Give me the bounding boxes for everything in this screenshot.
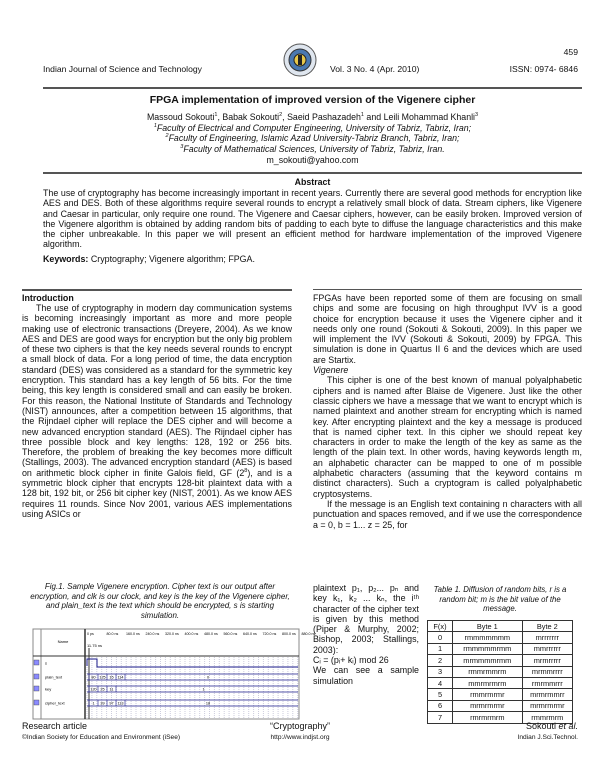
signal-name: key [45, 686, 52, 692]
time-tick-label: 880.0 ns [301, 632, 316, 636]
table-row [428, 677, 573, 688]
footer-authors [526, 721, 578, 731]
affiliation: Faculty of Mathematical Sciences, University of Tabriz, Tabriz, Iran. [183, 143, 445, 154]
abstract-heading: Abstract [294, 177, 331, 187]
author-sup: 1 [360, 112, 364, 119]
table-cell: rmmrmmrm [453, 666, 523, 677]
header-rule [43, 87, 582, 89]
bus-value: 15 [109, 675, 114, 680]
name-header: Name [57, 639, 69, 644]
bus-value: 80 [91, 675, 96, 680]
paper-title: FPGA implementation of improved version of the Vigenere cipher [149, 94, 476, 106]
author-sup: 1 [214, 112, 218, 119]
intro-text-part: ), and is a symmetric block cipher that encrypts 128-bit plaintext data with a 128 bit, 192 bit, or 256 bit cipher key (NIST, 2001). As we know AES requires 11 rounds. Since Nov 2001, various AES implementations using ASICs or [22, 467, 292, 519]
bus-value: 25 [100, 687, 105, 692]
keywords-text: Cryptography; Vigenere algorithm; FPGA. [90, 254, 255, 264]
table-cell: rmrmrmrm [453, 712, 523, 723]
footer-url[interactable]: http://www.indjst.org [270, 734, 330, 741]
right-column-rule [313, 289, 582, 290]
cursor-time: 11.75 ns [87, 643, 103, 648]
table-cell: 6 [428, 700, 453, 711]
journal-logo [283, 43, 317, 77]
table-cell: mrmrmrmr [453, 700, 523, 711]
table-caption: Table 1. Diffusion of random bits, r is a random bit; m is the bit value of the message. [433, 585, 567, 614]
table-header: F(x) [428, 621, 453, 632]
table-row [428, 666, 573, 677]
bus-value: 1 [202, 687, 205, 692]
authors: Massoud Sokouti$^1$, Babak Sokouti$^2$, Saeid Pashazadeh$^1$ and Leili Mohammad Khanli$^3$ [146, 112, 479, 122]
abstract-text: The use of cryptography has become increasingly important in recent years. Currently there are several good methods for encryption like AES and DES. Both of these algorithms require several rounds to encrypt a relatively small block of data. Stream ciphers, like Vigenere and Caesar in particular, only require one round. The Vigenere and Caesar ciphers, however, can be easily broken. Improved version of the Vigenere algorithm is obtained by adding random bits of padding to each byte to diffuse the language characteristics and this make the cipher unbreakable. In this paper we will present an efficient method for hardware implementation of the improved Vigenere algorithm. [43, 188, 582, 250]
table-cell: 1 [428, 643, 453, 654]
bus-value: 114 [117, 675, 124, 680]
time-tick-label: 320.0 ns [165, 632, 179, 636]
author-sup: 2 [279, 112, 283, 119]
pin-icon [34, 674, 39, 679]
pin-icon [34, 700, 39, 705]
table-cell: mrmrmmrr [522, 689, 572, 700]
table-cell: 5 [428, 689, 453, 700]
table-cell: 7 [428, 712, 453, 723]
email[interactable]: m_sokouti@yahoo.com [266, 155, 359, 165]
cipher-formula: Cᵢ = (pᵢ+ kᵢ) mod 26 [313, 655, 389, 666]
table-row [428, 643, 573, 654]
author-sup: 3 [475, 112, 479, 119]
pin-icon [34, 686, 39, 691]
vigenere-subheading: Vigenere [313, 365, 349, 376]
bus-value: 1 [92, 701, 95, 706]
table-cell: 0 [428, 632, 453, 643]
table-cell: mrmrrrrr [522, 655, 572, 666]
gf-exponent: 8 [244, 467, 248, 474]
right-column-text [313, 293, 582, 530]
affiliation-sup: 2 [165, 133, 169, 140]
table-cell: rmmrmrm [522, 712, 572, 723]
table-cell: mrrrrrrr [522, 632, 572, 643]
time-tick-label: 560.0 ns [223, 632, 238, 636]
time-tick-label: 640.0 ns [243, 632, 257, 636]
page-number: 459 [563, 47, 578, 57]
introduction-text [22, 303, 292, 519]
affiliations [43, 123, 582, 154]
intro-text-part: The use of cryptography in modern day communication systems is becoming increasingly important as more and more people making use of electronic transactions (Dreyere, 2004). As we know AES and DES are good ways for encryption but the only big problem of these two ciphers is that the key needs several rounds to encrypt a small block of data. For a long period of time, the data encryption standard (DES) was considered as a standard for the symmetric key encryption. This standard has a key length of 56 bits. For the time being, this key length is considered small and can easily be broken. For this reason, the National Institute of Standards and Technology (NIST) announces, after a competition between 15 algorithms, that the Rijndael cipher will replace the DES cipher and will become a new advanced encryption standard (AES). The Rijndael cipher has three possible block and key lengths: 128, 192 or 256 bits. Therefore, the problem of breaking the key becomes more difficult (Stallings, 2003). The advanced encryption standard (AES) is based on arithmetic block cipher in finite Galois field, GF (2 [22, 303, 292, 478]
time-tick-label: 480.0 ns [204, 632, 218, 636]
time-tick-label: 80.0 ns [106, 632, 119, 636]
figure-caption: Fig.1. Sample Vigenere encryption. Cipher text is our output after encryption, and clk is our clock, and key is the key of the Vigenere cipher, and plain_text is the text which should be encrypted, s is starting simulation. [30, 582, 290, 620]
volume-info: Vol. 3 No. 4 (Apr. 2010) [330, 64, 420, 74]
table-cell: mmrmrmrm [453, 677, 523, 688]
paragraph: If the message is an English text containing n characters with all punctuation and spaces removed, and if we use the correspondence a = 0, b = 1... z = 25, for [313, 498, 582, 530]
time-tick-label: 160.0 ns [126, 632, 140, 636]
table-cell: rmrmmrrr [522, 677, 572, 688]
diffusion-table [427, 620, 573, 724]
narrow-column-text [313, 583, 419, 686]
table-cell: rmmmmmrmm [453, 643, 523, 654]
paragraph: plaintext p₁, p₂... pₙ and key k₁, k₂ ... kₙ, the iᵗʰ character of the cipher text is given by this method (Piper & Murphy, 2002; Bishop, 2003; Stallings, 2003): [313, 583, 419, 655]
table-header: Byte 1 [453, 621, 523, 632]
signal-name: plain_text [45, 674, 63, 680]
bus-value: 18 [205, 701, 211, 706]
time-tick-label: 240.0 ns [145, 632, 160, 636]
bus-value: 0 [206, 675, 210, 680]
keywords-label: Keywords: [43, 254, 89, 264]
footer-article-type: Research article [22, 721, 88, 731]
table-cell: mrmmmmrmm [453, 655, 523, 666]
author: Massoud Sokouti [146, 112, 215, 122]
footer-topic: “Cryptography” [269, 721, 331, 731]
author: Saeid Pashazadeh [287, 112, 361, 122]
table-row [428, 700, 573, 711]
bus-value: 11 [109, 687, 114, 692]
journal-name: Indian Journal of Science and Technology [43, 64, 202, 74]
affiliation-sup: 1 [153, 123, 157, 130]
title-rule [43, 172, 582, 174]
time-tick-label: 0 ps [87, 632, 94, 636]
bus-value: 39 [100, 701, 105, 706]
bus-value: 120 [90, 687, 97, 692]
affiliation: Faculty of Engineering, Islamic Azad University-Tabriz Branch, Tabriz, Iran; [168, 133, 460, 144]
footer-copyright: ©Indian Society for Education and Environment (iSee) [22, 734, 181, 741]
footer-journal-abbrev: Indian J.Sci.Technol. [517, 734, 578, 741]
pin-icon [34, 660, 39, 665]
affiliation-sup: 3 [180, 143, 184, 150]
signal-name: cipher_text [45, 700, 65, 706]
table-cell: 4 [428, 677, 453, 688]
footer-author: Sokouti [525, 721, 556, 731]
time-tick-label: 720.0 ns [262, 632, 277, 636]
author: Leili Mohammad Khanli [383, 112, 475, 122]
paragraph: We can see a sample simulation [313, 665, 419, 686]
table-cell: 2 [428, 655, 453, 666]
table-header: Byte 2 [522, 621, 572, 632]
table-cell: mmrrrrrr [522, 643, 572, 654]
author: Babak Sokouti [222, 112, 280, 122]
affiliation: Faculty of Electrical and Computer Engineering, University of Tabriz, Tabriz, Iran; [156, 123, 472, 133]
table-cell: rmmrmrmr [453, 689, 523, 700]
introduction-heading: Introduction [22, 293, 74, 303]
bus-value: 125 [99, 675, 106, 680]
keywords [43, 254, 255, 264]
issn: ISSN: 0974- 6846 [509, 64, 578, 74]
left-column-rule [22, 289, 292, 291]
bus-value: 97 [109, 701, 114, 706]
footer-et-al: et al. [558, 721, 578, 731]
time-tick-label: 400.0 ns [184, 632, 199, 636]
table-row [428, 632, 573, 643]
table-cell: mrmmrrrr [522, 666, 572, 677]
bus-value: 113 [117, 701, 124, 706]
table-cell: 3 [428, 666, 453, 677]
table-row [428, 655, 573, 666]
time-tick-label: 800.0 ns [282, 632, 296, 636]
simulation-waveform [30, 628, 316, 720]
paragraph: FPGAs have been reported some of them are focusing on small chips and some are focusing on high throughput IVV is a good choice for encryption because it uses the Vigenere cipher and it needs only one round (Sokouti & Sokouti, 2009). In this paper we will implement the IVV (Sokouti & Sokouti, 2009) by FPGA. This simulation is done in Quartus II 6 and the devices which are used are Startix. [313, 293, 582, 365]
paragraph: This cipher is one of the best known of manual polyalphabetic ciphers and is named after Blaise de Vigenere. Just like the other classic ciphers we have a message that we want to encrypt which is named plaintext and another stream for encrypting which is named key. After encrypting plaintext and the key a message is produced that is named cipher text. In this cipher we should repeat key characters in order to make the length of the key as same as the length of the plain text. In other words, having keywords length m, an alphabetic character can be mapped to one of m possible alphabetic characters (assuming that the keyword contains m distinct characters). Such a cryptogram is called polyalphabetic cryptosystems. [313, 375, 582, 499]
table-row [428, 689, 573, 700]
table-cell: rmmmmmmm [453, 632, 523, 643]
table-cell: mrmrmrmr [522, 700, 572, 711]
signal-name: s [45, 660, 47, 666]
